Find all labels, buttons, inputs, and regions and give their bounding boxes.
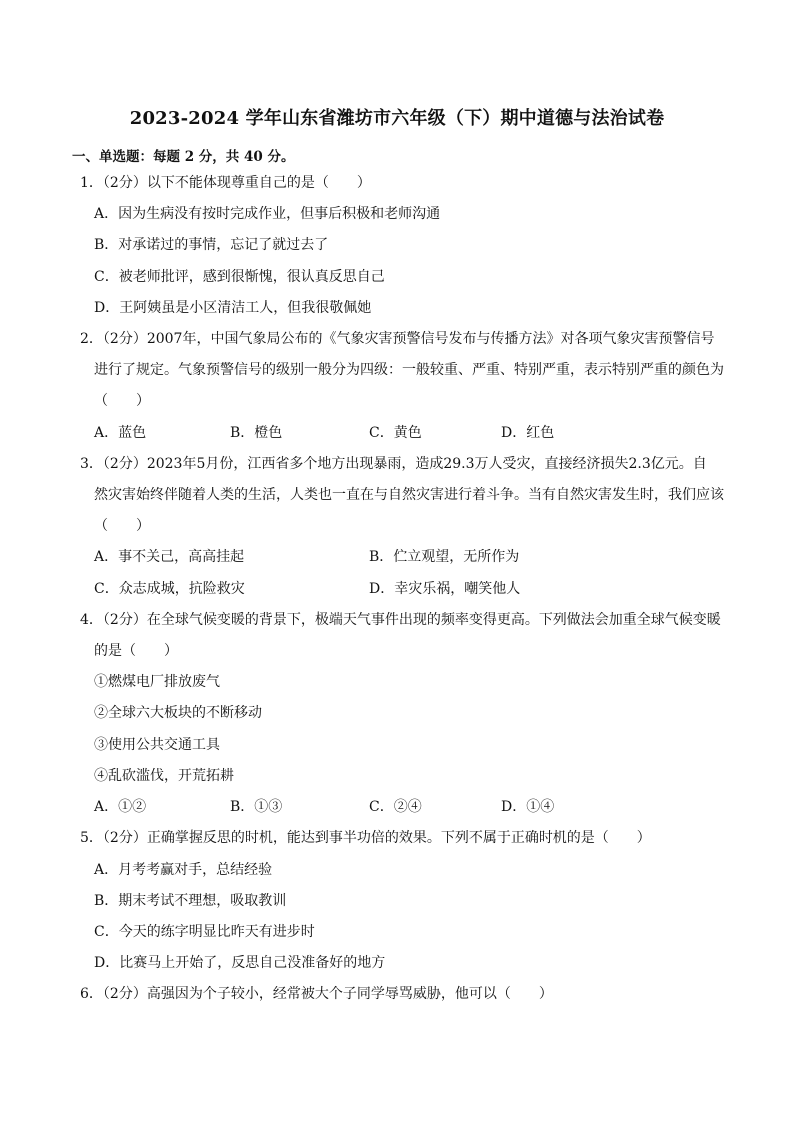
question-6-stem: 6．（2分）高强因为个子较小，经常被大个子同学辱骂威胁，他可以（ ）: [80, 986, 553, 1002]
question-3-option-b: B．伫立观望，无所作为: [369, 549, 520, 565]
question-4-item-3: ③使用公共交通工具: [94, 737, 220, 753]
question-4-option-c: C．②④: [369, 799, 422, 815]
question-3-stem-line-2: 然灾害始终伴随着人类的生活，人类也一直在与自然灾害进行着斗争。当有自然灾害发生时，我们应该: [94, 487, 724, 503]
question-3-stem-line-3: （ ）: [94, 518, 150, 534]
question-2-stem-line-1: 2．（2分）2007年，中国气象局公布的《气象灾害预警信号发布与传播方法》对各项气象灾害预警信号: [80, 331, 715, 347]
question-4-option-a: A．①②: [94, 799, 147, 815]
question-3-option-a: A．事不关己，高高挂起: [94, 549, 245, 565]
question-2-option-b: B．橙色: [230, 425, 283, 441]
question-2-stem-line-3: （ ）: [94, 393, 150, 409]
question-2-option-a: A．蓝色: [94, 425, 147, 441]
question-5-option-c: C．今天的练字明显比昨天有进步时: [94, 924, 315, 940]
question-1-stem: 1．（2分）以下不能体现尊重自己的是（ ）: [80, 175, 371, 191]
question-3-stem-line-1: 3．（2分）2023年5月份，江西省多个地方出现暴雨，造成29.3万人受灾，直接经济损失2.3亿元。自: [80, 456, 707, 472]
question-4-item-4: ④乱砍滥伐，开荒拓耕: [94, 768, 234, 784]
question-4-item-2: ②全球六大板块的不断移动: [94, 705, 262, 721]
question-4-item-1: ①燃煤电厂排放废气: [94, 674, 220, 690]
question-1-option-c: C．被老师批评，感到很惭愧，很认真反思自己: [94, 269, 385, 285]
question-1-option-a: A．因为生病没有按时完成作业，但事后积极和老师沟通: [94, 206, 441, 222]
question-2-stem-line-2: 进行了规定。气象预警信号的级别一般分为四级：一般较重、严重、特别严重，表示特别严重的颜色为: [94, 362, 724, 378]
page-title: 2023-2024 学年山东省潍坊市六年级（下）期中道德与法治试卷: [129, 108, 665, 129]
question-4-stem-line-1: 4．（2分）在全球气候变暖的背景下，极端天气事件出现的频率变得更高。下列做法会加重全球气候变暖: [80, 612, 721, 628]
question-1-option-b: B．对承诺过的事情，忘记了就过去了: [94, 237, 329, 253]
question-2-option-d: D．红色: [501, 425, 555, 441]
question-5-option-b: B．期末考试不理想，吸取教训: [94, 893, 287, 909]
question-2-option-c: C．黄色: [369, 425, 422, 441]
question-4-option-b: B．①③: [230, 799, 283, 815]
question-5-option-a: A．月考考赢对手，总结经验: [94, 862, 273, 878]
question-5-option-d: D．比赛马上开始了，反思自己没准备好的地方: [94, 955, 386, 971]
question-5-stem: 5．（2分）正确掌握反思的时机，能达到事半功倍的效果。下列不属于正确时机的是（ ）: [80, 830, 651, 846]
question-4-stem-line-2: 的是（ ）: [94, 643, 178, 659]
question-3-option-d: D．幸灾乐祸，嘲笑他人: [369, 581, 521, 597]
section-heading: 一、单选题：每题 2 分，共 40 分。: [72, 149, 295, 165]
question-1-option-d: D．王阿姨虽是小区清洁工人，但我很敬佩她: [94, 300, 372, 316]
question-4-option-d: D．①④: [501, 799, 555, 815]
question-3-option-c: C．众志成城，抗险救灾: [94, 581, 245, 597]
